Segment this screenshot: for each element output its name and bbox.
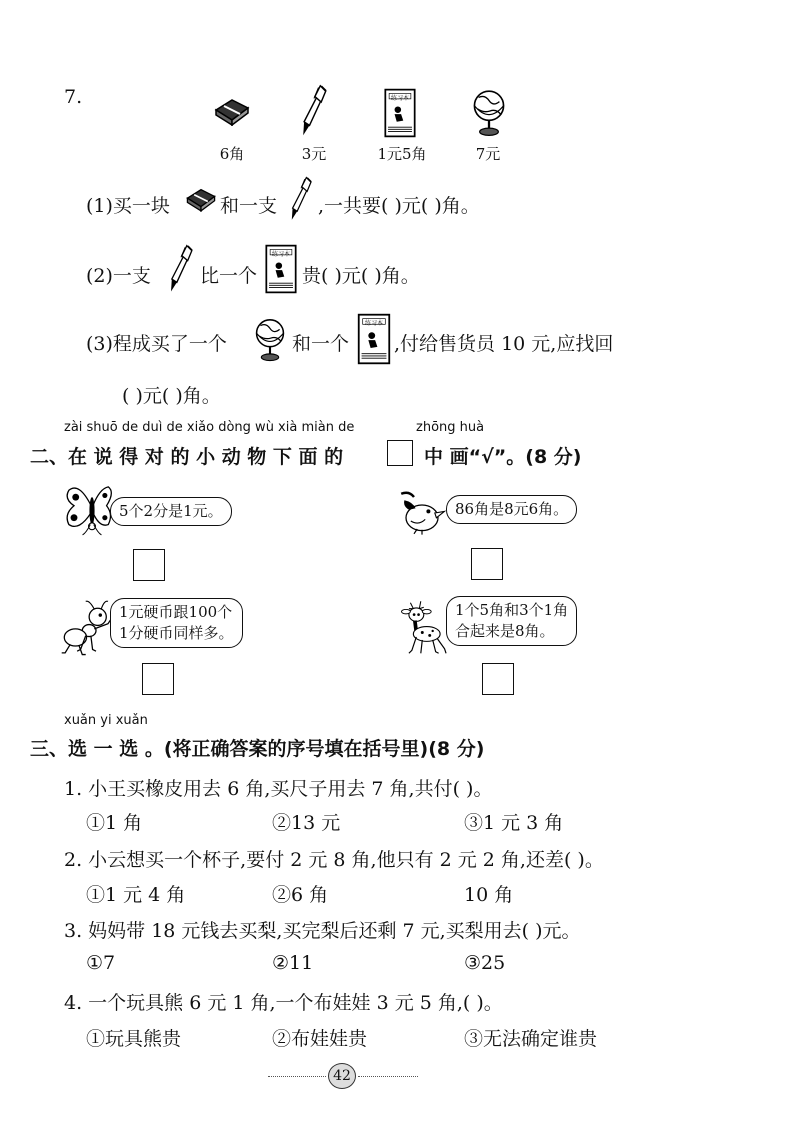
- option[interactable]: ②11: [272, 952, 314, 974]
- question-1: 1. 小王买橡皮用去 6 角,买尺子用去 7 角,共付( )。: [64, 778, 493, 800]
- section3-title: 三、选 一 选 。(将正确答案的序号填在括号里)(8 分): [30, 738, 485, 760]
- pen-price: 3元: [301, 145, 327, 163]
- speech-bubble: [110, 497, 232, 526]
- q7-sub2-text-c: 贵( )元( )角。: [302, 265, 420, 287]
- notebook-cover-label: 练习本: [390, 95, 409, 102]
- question-2: 2. 小云想买一个杯子,要付 2 元 8 角,他只有 2 元 2 角,还差( )。: [64, 849, 604, 871]
- option[interactable]: ①玩具熊贵: [86, 1028, 182, 1050]
- globe-price: 7元: [475, 145, 501, 163]
- q7-sub3-text-d: ( )元( )角。: [122, 385, 221, 407]
- option[interactable]: ③1 元 3 角: [464, 812, 564, 834]
- pen-icon: [286, 176, 316, 222]
- notebook-price: 1元5角: [377, 145, 427, 163]
- bubble-text: 1个5角和3个1角: [455, 601, 569, 619]
- eraser-icon: [184, 186, 218, 212]
- option[interactable]: 10 角: [464, 884, 514, 906]
- notebook-icon: [356, 313, 392, 365]
- option[interactable]: ①1 角: [86, 812, 143, 834]
- section3-pinyin: xuǎn yi xuǎn: [64, 713, 148, 728]
- deer-icon: [400, 592, 452, 664]
- q7-sub3-text-b: 和一个: [292, 333, 350, 355]
- answer-box-butterfly[interactable]: [133, 549, 165, 581]
- option[interactable]: ②布娃娃贵: [272, 1028, 368, 1050]
- notebook-cover-label: 练习本: [271, 251, 290, 258]
- answer-box-ant[interactable]: [142, 663, 174, 695]
- speech-bubble: [446, 495, 577, 524]
- page-number: 42: [328, 1063, 356, 1089]
- section2-title-a: 二、在 说 得 对 的 小 动 物 下 面 的: [30, 446, 344, 468]
- notebook-cover-label: 练习本: [364, 320, 383, 327]
- option[interactable]: ③25: [464, 952, 506, 974]
- bubble-text: 5个2分是1元。: [119, 502, 223, 520]
- bubble-text: 1元硬币跟100个: [119, 603, 233, 621]
- globe-icon: [468, 86, 510, 138]
- q7-sub3-text-a: (3)程成买了一个: [86, 333, 227, 355]
- answer-box-bird[interactable]: [471, 548, 503, 580]
- question-number: 7.: [64, 86, 83, 108]
- answer-box-sample: [387, 440, 413, 466]
- q7-sub1-text-a: (1)买一块: [86, 195, 170, 217]
- eraser-price: 6角: [219, 145, 245, 163]
- option[interactable]: ①7: [86, 952, 116, 974]
- speech-bubble: [446, 596, 577, 646]
- q7-sub2-text-a: (2)一支: [86, 265, 151, 287]
- q7-sub1-text-b: 和一支: [220, 195, 278, 217]
- pen-icon: [166, 244, 196, 294]
- section2-pinyin-a: zài shuō de duì de xiǎo dòng wù xià miàn de: [64, 420, 355, 435]
- q7-sub1-text-c: ,一共要( )元( )角。: [318, 195, 480, 217]
- bubble-text: 合起来是8角。: [455, 622, 555, 640]
- eraser-icon: [212, 96, 252, 126]
- option[interactable]: ③无法确定谁贵: [464, 1028, 598, 1050]
- pen-icon: [296, 84, 332, 138]
- question-4: 4. 一个玩具熊 6 元 1 角,一个布娃娃 3 元 5 角,( )。: [64, 992, 503, 1014]
- q7-sub3-text-c: ,付给售货员 10 元,应找回: [394, 333, 614, 355]
- section2-pinyin-b: zhōng huà: [416, 420, 485, 435]
- globe-icon: [250, 315, 290, 363]
- option[interactable]: ②13 元: [272, 812, 341, 834]
- q7-sub2-text-b: 比一个: [200, 265, 258, 287]
- question-3: 3. 妈妈带 18 元钱去买梨,买完梨后还剩 7 元,买梨用去( )元。: [64, 920, 581, 942]
- section2-title-b: 中 画“√”。(8 分): [424, 446, 582, 468]
- notebook-icon: [382, 88, 418, 138]
- option[interactable]: ②6 角: [272, 884, 329, 906]
- footer-divider-right: [358, 1076, 418, 1077]
- bubble-text: 86角是8元6角。: [455, 500, 569, 518]
- footer-divider-left: [268, 1076, 326, 1077]
- speech-bubble: [110, 598, 243, 648]
- option[interactable]: ①1 元 4 角: [86, 884, 186, 906]
- bubble-text: 1分硬币同样多。: [119, 624, 234, 642]
- notebook-icon: [264, 244, 298, 294]
- answer-box-deer[interactable]: [482, 663, 514, 695]
